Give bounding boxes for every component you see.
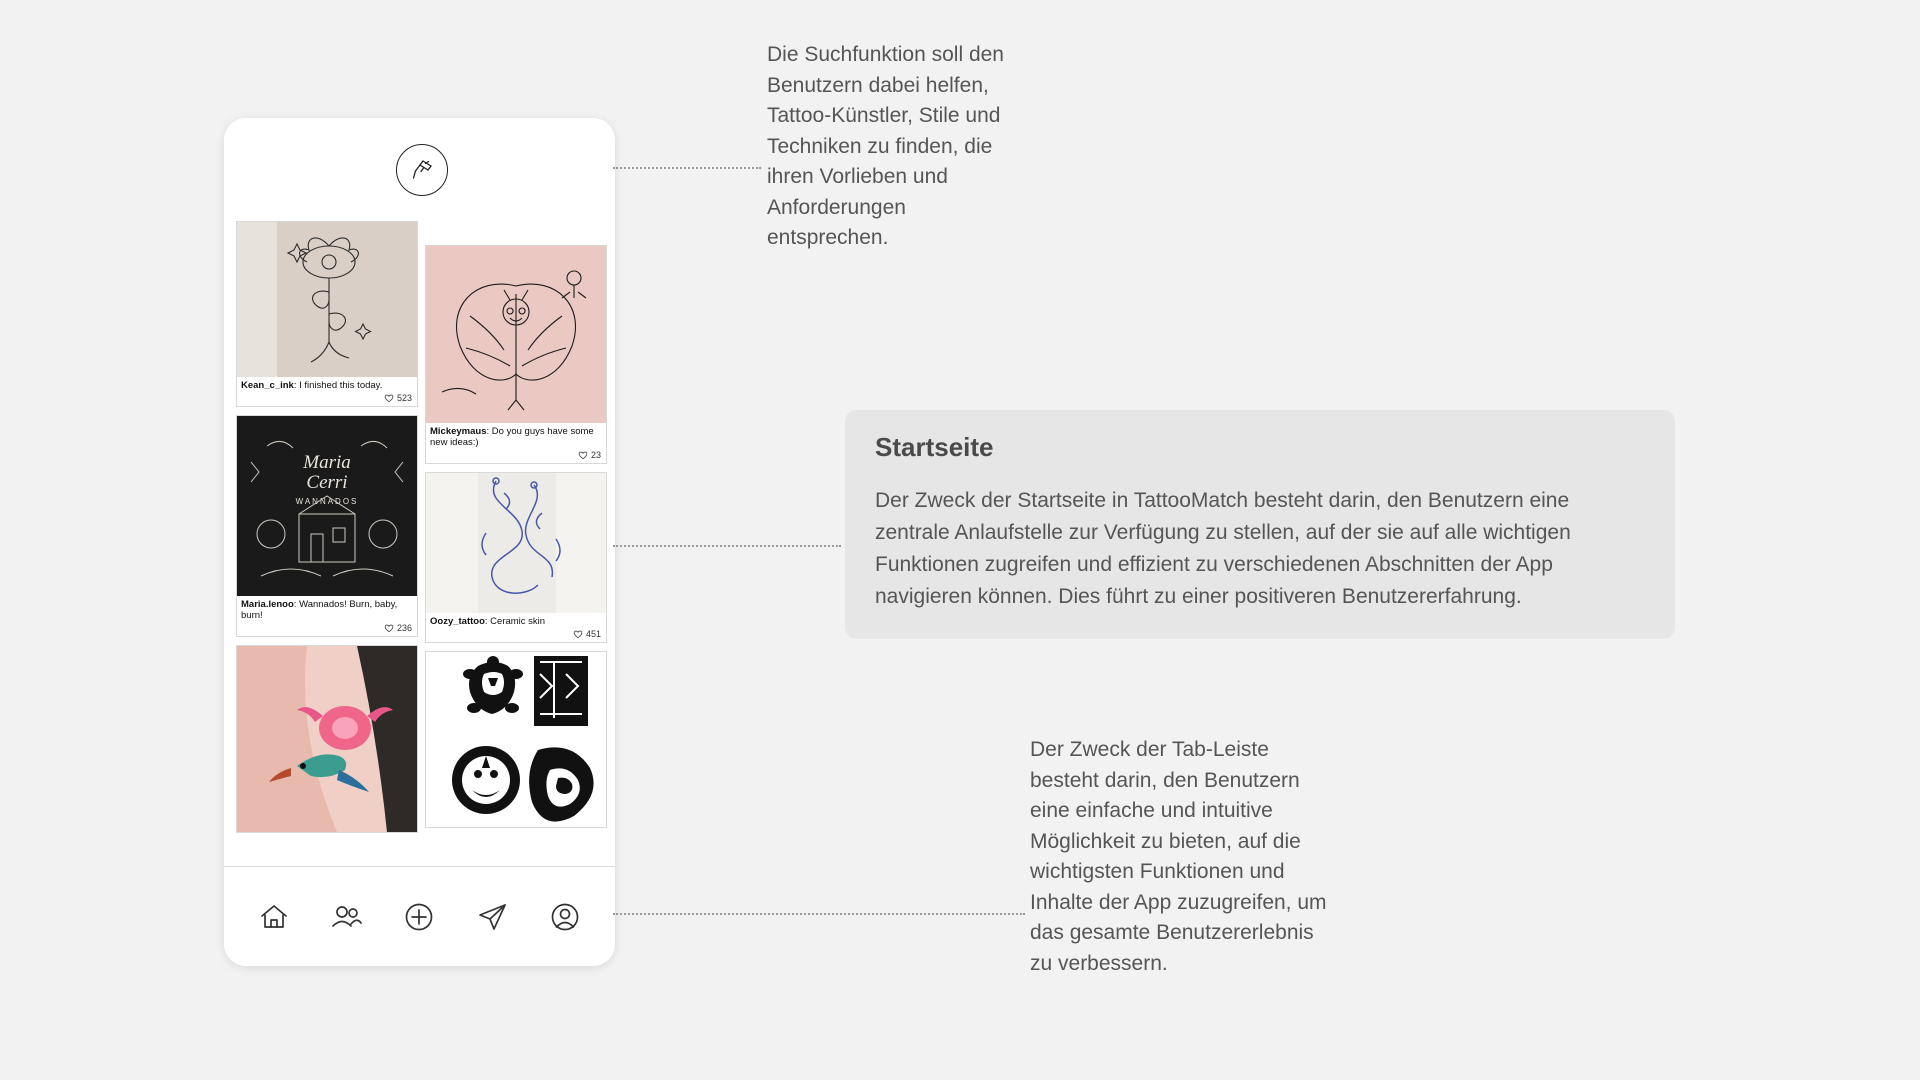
post-image[interactable] [426, 652, 606, 827]
connector-line-tabbar [613, 913, 1025, 917]
feed-column-left [236, 221, 418, 841]
post-username[interactable]: Mickeymaus [430, 426, 487, 437]
sidebar-item-create[interactable] [401, 899, 437, 935]
post-likes[interactable] [426, 449, 606, 463]
svg-text:WANNADOS: WANNADOS [295, 497, 359, 506]
list-item[interactable] [425, 245, 607, 464]
post-caption-text: Do you guys have some new ideas:) [430, 426, 594, 448]
page-title: Startseite [875, 432, 994, 462]
tattoo-machine-icon[interactable] [396, 144, 448, 196]
annotation-search: Die Suchfunktion soll den Benutzern dabei helfen, Tattoo-Künstler, Stile und Techniken zu finden, die ihren Vorlieben und Anforderungen entsprechen. [767, 43, 1004, 249]
connector-line-startseite [613, 545, 841, 549]
post-caption-text: I finished this today. [299, 380, 383, 391]
annotation-startseite-body: Der Zweck der Startseite in TattooMatch besteht darin, den Benutzern eine zentrale Anlaufstelle zur Verfügung zu stellen, auf der sie auf alle wichtigen Funktionen zugreifen und effizient zu verschiedenen Abschnitten der App navigieren können. Dies führt zu einer positiveren Benutzererfahrung. [875, 489, 1571, 608]
post-username[interactable]: Oozy_tattoo [430, 616, 485, 627]
post-username[interactable]: Kean_c_ink [241, 380, 294, 391]
post-image[interactable] [237, 222, 417, 377]
post-likes[interactable] [237, 392, 417, 406]
post-caption: Maria.lenoo: Wannados! Burn, baby, burn! [241, 599, 398, 621]
svg-text:Cerri: Cerri [306, 472, 348, 493]
svg-text:Maria: Maria [303, 452, 351, 473]
heart-icon [384, 393, 394, 403]
post-like-count: 23 [590, 450, 601, 460]
post-username[interactable]: Maria.lenoo [241, 599, 294, 610]
list-item[interactable] [236, 221, 418, 407]
connector-line-search [613, 167, 761, 171]
post-caption: Kean_c_ink: I finished this today. [241, 380, 383, 391]
app-header [224, 118, 615, 221]
heart-icon [573, 629, 583, 639]
list-item[interactable] [236, 415, 418, 637]
annotation-startseite-panel [845, 410, 1675, 639]
phone-mockup [224, 118, 615, 966]
post-likes[interactable] [237, 622, 417, 636]
post-image[interactable] [426, 473, 606, 613]
sidebar-item-profile[interactable] [548, 900, 582, 934]
post-likes[interactable] [426, 628, 606, 642]
post-caption: Oozy_tattoo: Ceramic skin [430, 616, 546, 627]
list-item[interactable] [236, 645, 418, 833]
post-feed[interactable] [235, 221, 615, 866]
post-image[interactable] [426, 246, 606, 423]
sidebar-item-messages[interactable] [476, 900, 510, 934]
list-item[interactable] [425, 651, 607, 828]
post-like-count: 236 [396, 623, 412, 633]
post-like-count: 451 [585, 629, 601, 639]
heart-icon [384, 623, 394, 633]
list-item[interactable] [425, 472, 607, 643]
post-caption: Mickeymaus: Do you guys have some new ideas:) [430, 426, 594, 448]
sidebar-item-community[interactable] [329, 900, 363, 934]
post-image[interactable] [237, 416, 417, 596]
tab-bar[interactable] [224, 866, 615, 966]
post-image[interactable] [237, 646, 417, 832]
post-caption-text: Wannados! Burn, baby, burn! [241, 599, 398, 621]
post-caption-text: Ceramic skin [490, 616, 546, 627]
heart-icon [578, 450, 588, 460]
sidebar-item-home[interactable] [257, 900, 291, 934]
post-like-count: 523 [396, 393, 412, 403]
feed-column-right [425, 245, 607, 836]
annotation-tabbar: Der Zweck der Tab-Leiste besteht darin, den Benutzern eine einfache und intuitive Möglichkeit zu bieten, auf die wichtigsten Funktionen und Inhalte der App zuzugreifen, um das gesamte Benutzererlebnis zu verbessern. [1030, 738, 1327, 975]
